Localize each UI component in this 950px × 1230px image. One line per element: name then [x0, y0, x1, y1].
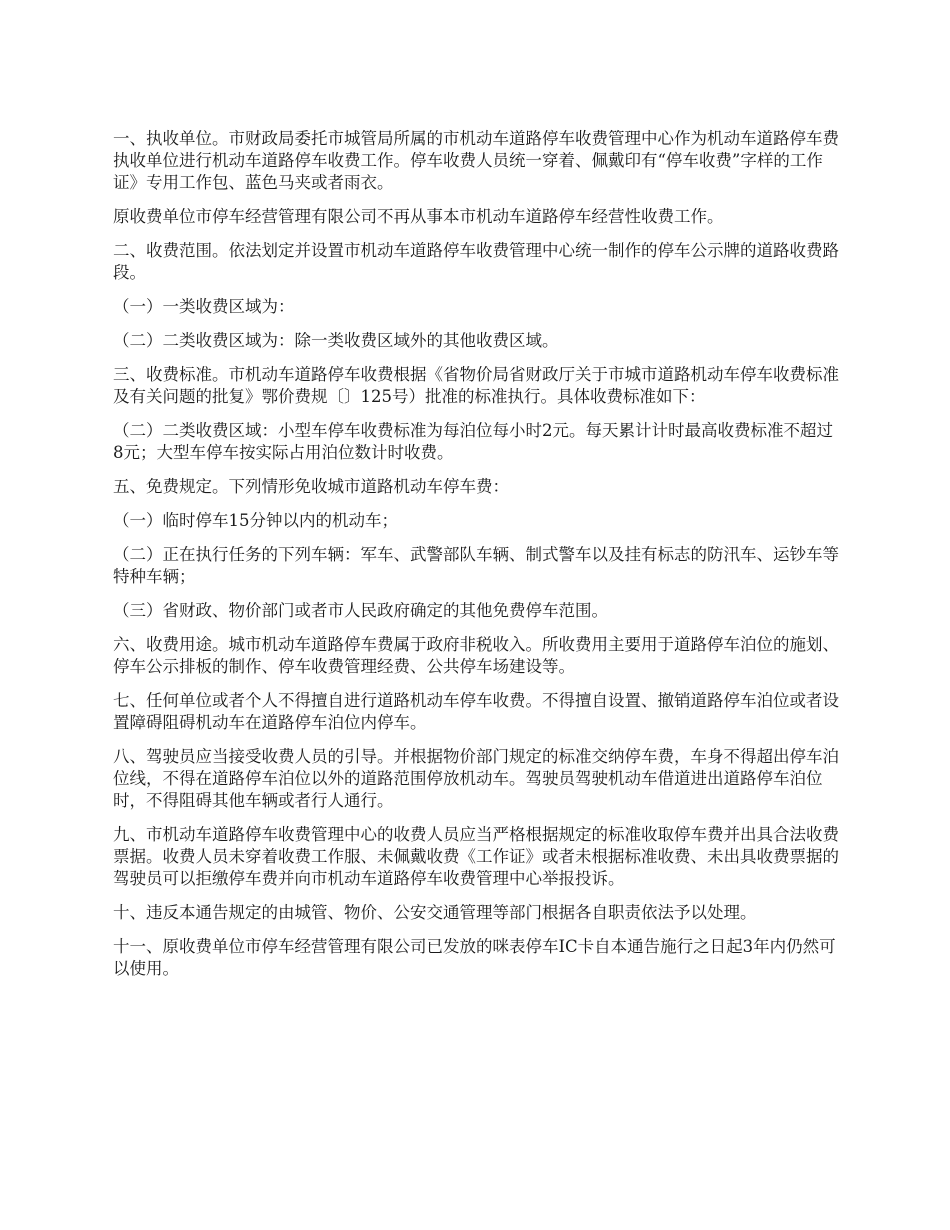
paragraph-charging-standard: 三、收费标准。市机动车道路停车收费根据《省物价局省财政厅关于市城市道路机动车停车收费标准及有关问题的批复》鄂价费规〔〕125号）批准的标准执行。具体收费标准如下：: [113, 365, 839, 406]
paragraph-exemption-3: （三）省财政、物价部门或者市人民政府确定的其他免费停车范围。: [113, 601, 608, 620]
document-body: [113, 128, 843, 992]
paragraph-zone-class-1: （一）一类收费区域为：: [113, 297, 295, 316]
paragraph-exemption-1: （一）临时停车15分钟以内的机动车；: [113, 511, 398, 530]
paragraph-prohibition: 七、任何单位或者个人不得擅自进行道路机动车停车收费。不得擅自设置、撤销道路停车泊位或者设置障碍阻碍机动车在道路停车泊位内停车。: [113, 691, 839, 732]
paragraph-zone-class-2: （二）二类收费区域为：除一类收费区域外的其他收费区域。: [113, 331, 559, 350]
paragraph-enforcement-unit: 一、执收单位。市财政局委托市城管局所属的市机动车道路停车收费管理中心作为机动车道路停车费执收单位进行机动车道路停车收费工作。停车收费人员统一穿着、佩戴印有“停车收费”字样的工作证》专用工作包、蓝色马夹或者雨衣。: [113, 129, 839, 192]
paragraph-fee-usage: 六、收费用途。城市机动车道路停车费属于政府非税收入。所收费用主要用于道路停车泊位的施划、停车公示排板的制作、停车收费管理经费、公共停车场建设等。: [113, 635, 839, 676]
paragraph-class-2-rate: （二）二类收费区域：小型车停车收费标准为每泊位每小时2元。每天累计计时最高收费标准不超过8元；大型车停车按实际占用泊位数计时收费。: [113, 421, 833, 462]
paragraph-charging-scope: 二、收费范围。依法划定并设置市机动车道路停车收费管理中心统一制作的停车公示牌的道路收费路段。: [113, 241, 839, 282]
paragraph-driver-obligations: 八、驾驶员应当接受收费人员的引导。并根据物价部门规定的标准交纳停车费，车身不得超出停车泊位线，不得在道路停车泊位以外的道路范围停放机动车。驾驶员驾驶机动车借道进出道路停车泊位时，不得阻碍其他车辆或者行人通行。: [113, 747, 839, 810]
paragraph-violations: 十、违反本通告规定的由城管、物价、公安交通管理等部门根据各自职责依法予以处理。: [113, 903, 757, 922]
paragraph-exemption-2: （二）正在执行任务的下列车辆：军车、武警部队车辆、制式警车以及挂有标志的防汛车、运钞车等特种车辆；: [113, 545, 839, 586]
paragraph-collector-requirements: 九、市机动车道路停车收费管理中心的收费人员应当严格根据规定的标准收取停车费并出具合法收费票据。收费人员未穿着收费工作服、未佩戴收费《工作证》或者未根据标准收费、未出具收费票据的驾驶员可以拒缴停车费并向市机动车道路停车收费管理中心举报投诉。: [113, 825, 839, 888]
paragraph-former-unit: 原收费单位市停车经营管理有限公司不再从事本市机动车道路停车经营性收费工作。: [113, 207, 724, 226]
paragraph-exemptions: 五、免费规定。下列情形免收城市道路机动车停车费：: [113, 477, 509, 496]
paragraph-ic-card: 十一、原收费单位市停车经营管理有限公司已发放的咪表停车IC卡自本通告施行之日起3年内仍然可以使用。: [113, 937, 836, 978]
